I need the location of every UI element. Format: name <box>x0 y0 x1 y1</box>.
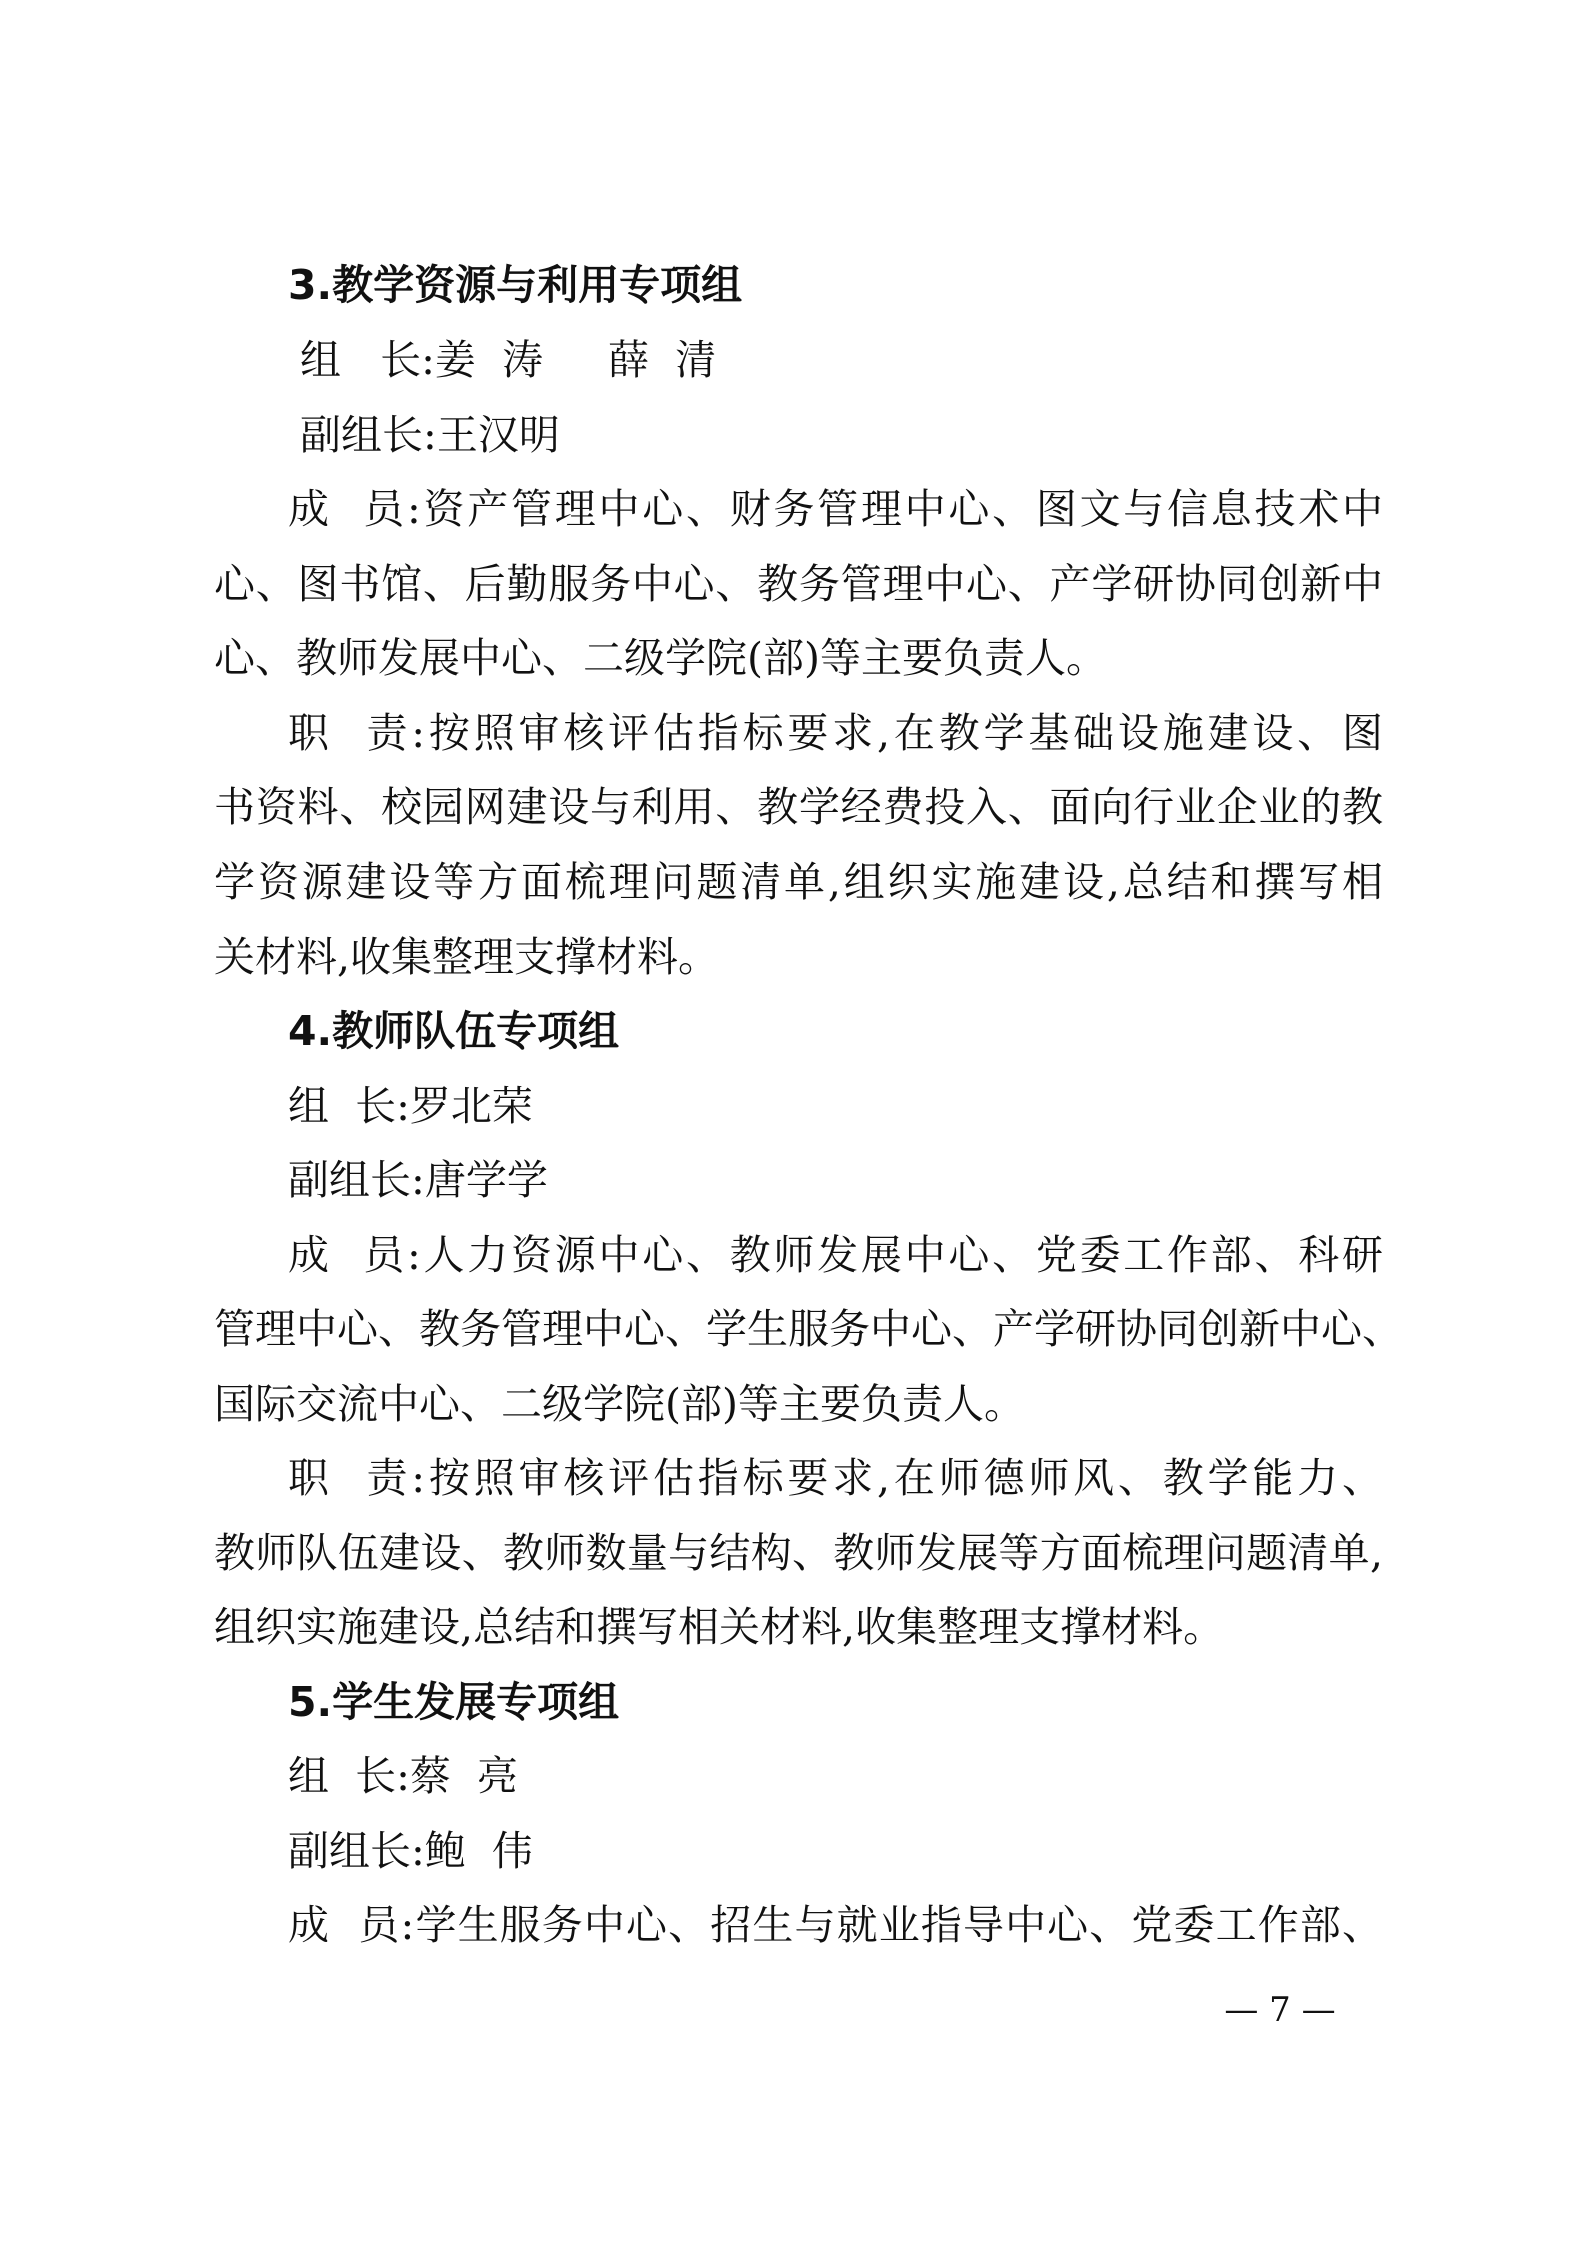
members-line: 成 员:学生服务中心、招生与就业指导中心、党委工作部、 <box>288 1901 1383 1949</box>
deputy-leader-line: 副组长:唐学学 <box>288 1156 548 1204</box>
members-line: 国际交流中心、二级学院(部)等主要负责人。 <box>214 1380 1025 1428</box>
section-heading-teaching-resources: 3.教学资源与利用专项组 <box>288 261 743 309</box>
section-heading-teacher-team: 4.教师队伍专项组 <box>288 1007 620 1055</box>
members-line: 心、图书馆、后勤服务中心、教务管理中心、产学研协同创新中 <box>214 560 1383 608</box>
duties-line: 教师队伍建设、教师数量与结构、教师发展等方面梳理问题清单, <box>214 1529 1383 1577</box>
group-leader-line: 组 长:姜 涛 薛 清 <box>300 336 717 384</box>
duties-line: 关材料,收集整理支撑材料。 <box>214 933 720 981</box>
group-leader-line: 组 长:蔡 亮 <box>288 1752 518 1800</box>
deputy-leader-line: 副组长:王汉明 <box>300 411 560 459</box>
duties-line: 学资源建设等方面梳理问题清单,组织实施建设,总结和撰写相 <box>214 858 1383 906</box>
duties-line: 组织实施建设,总结和撰写相关材料,收集整理支撑材料。 <box>214 1603 1225 1651</box>
members-line: 成 员:资产管理中心、财务管理中心、图文与信息技术中 <box>288 485 1383 533</box>
section-heading-student-development: 5.学生发展专项组 <box>288 1678 620 1726</box>
duties-line: 书资料、校园网建设与利用、教学经费投入、面向行业企业的教 <box>214 783 1383 831</box>
members-line: 管理中心、教务管理中心、学生服务中心、产学研协同创新中心、 <box>214 1305 1403 1353</box>
deputy-leader-line: 副组长:鲍 伟 <box>288 1827 533 1875</box>
duties-line: 职 责:按照审核评估指标要求,在教学基础设施建设、图 <box>288 709 1383 757</box>
members-line: 成 员:人力资源中心、教师发展中心、党委工作部、科研 <box>288 1231 1383 1279</box>
members-line: 心、教师发展中心、二级学院(部)等主要负责人。 <box>214 634 1107 682</box>
group-leader-line: 组 长:罗北荣 <box>288 1082 533 1130</box>
duties-line: 职 责:按照审核评估指标要求,在师德师风、教学能力、 <box>288 1454 1383 1502</box>
page-number: — 7 — <box>1224 1990 1336 2030</box>
